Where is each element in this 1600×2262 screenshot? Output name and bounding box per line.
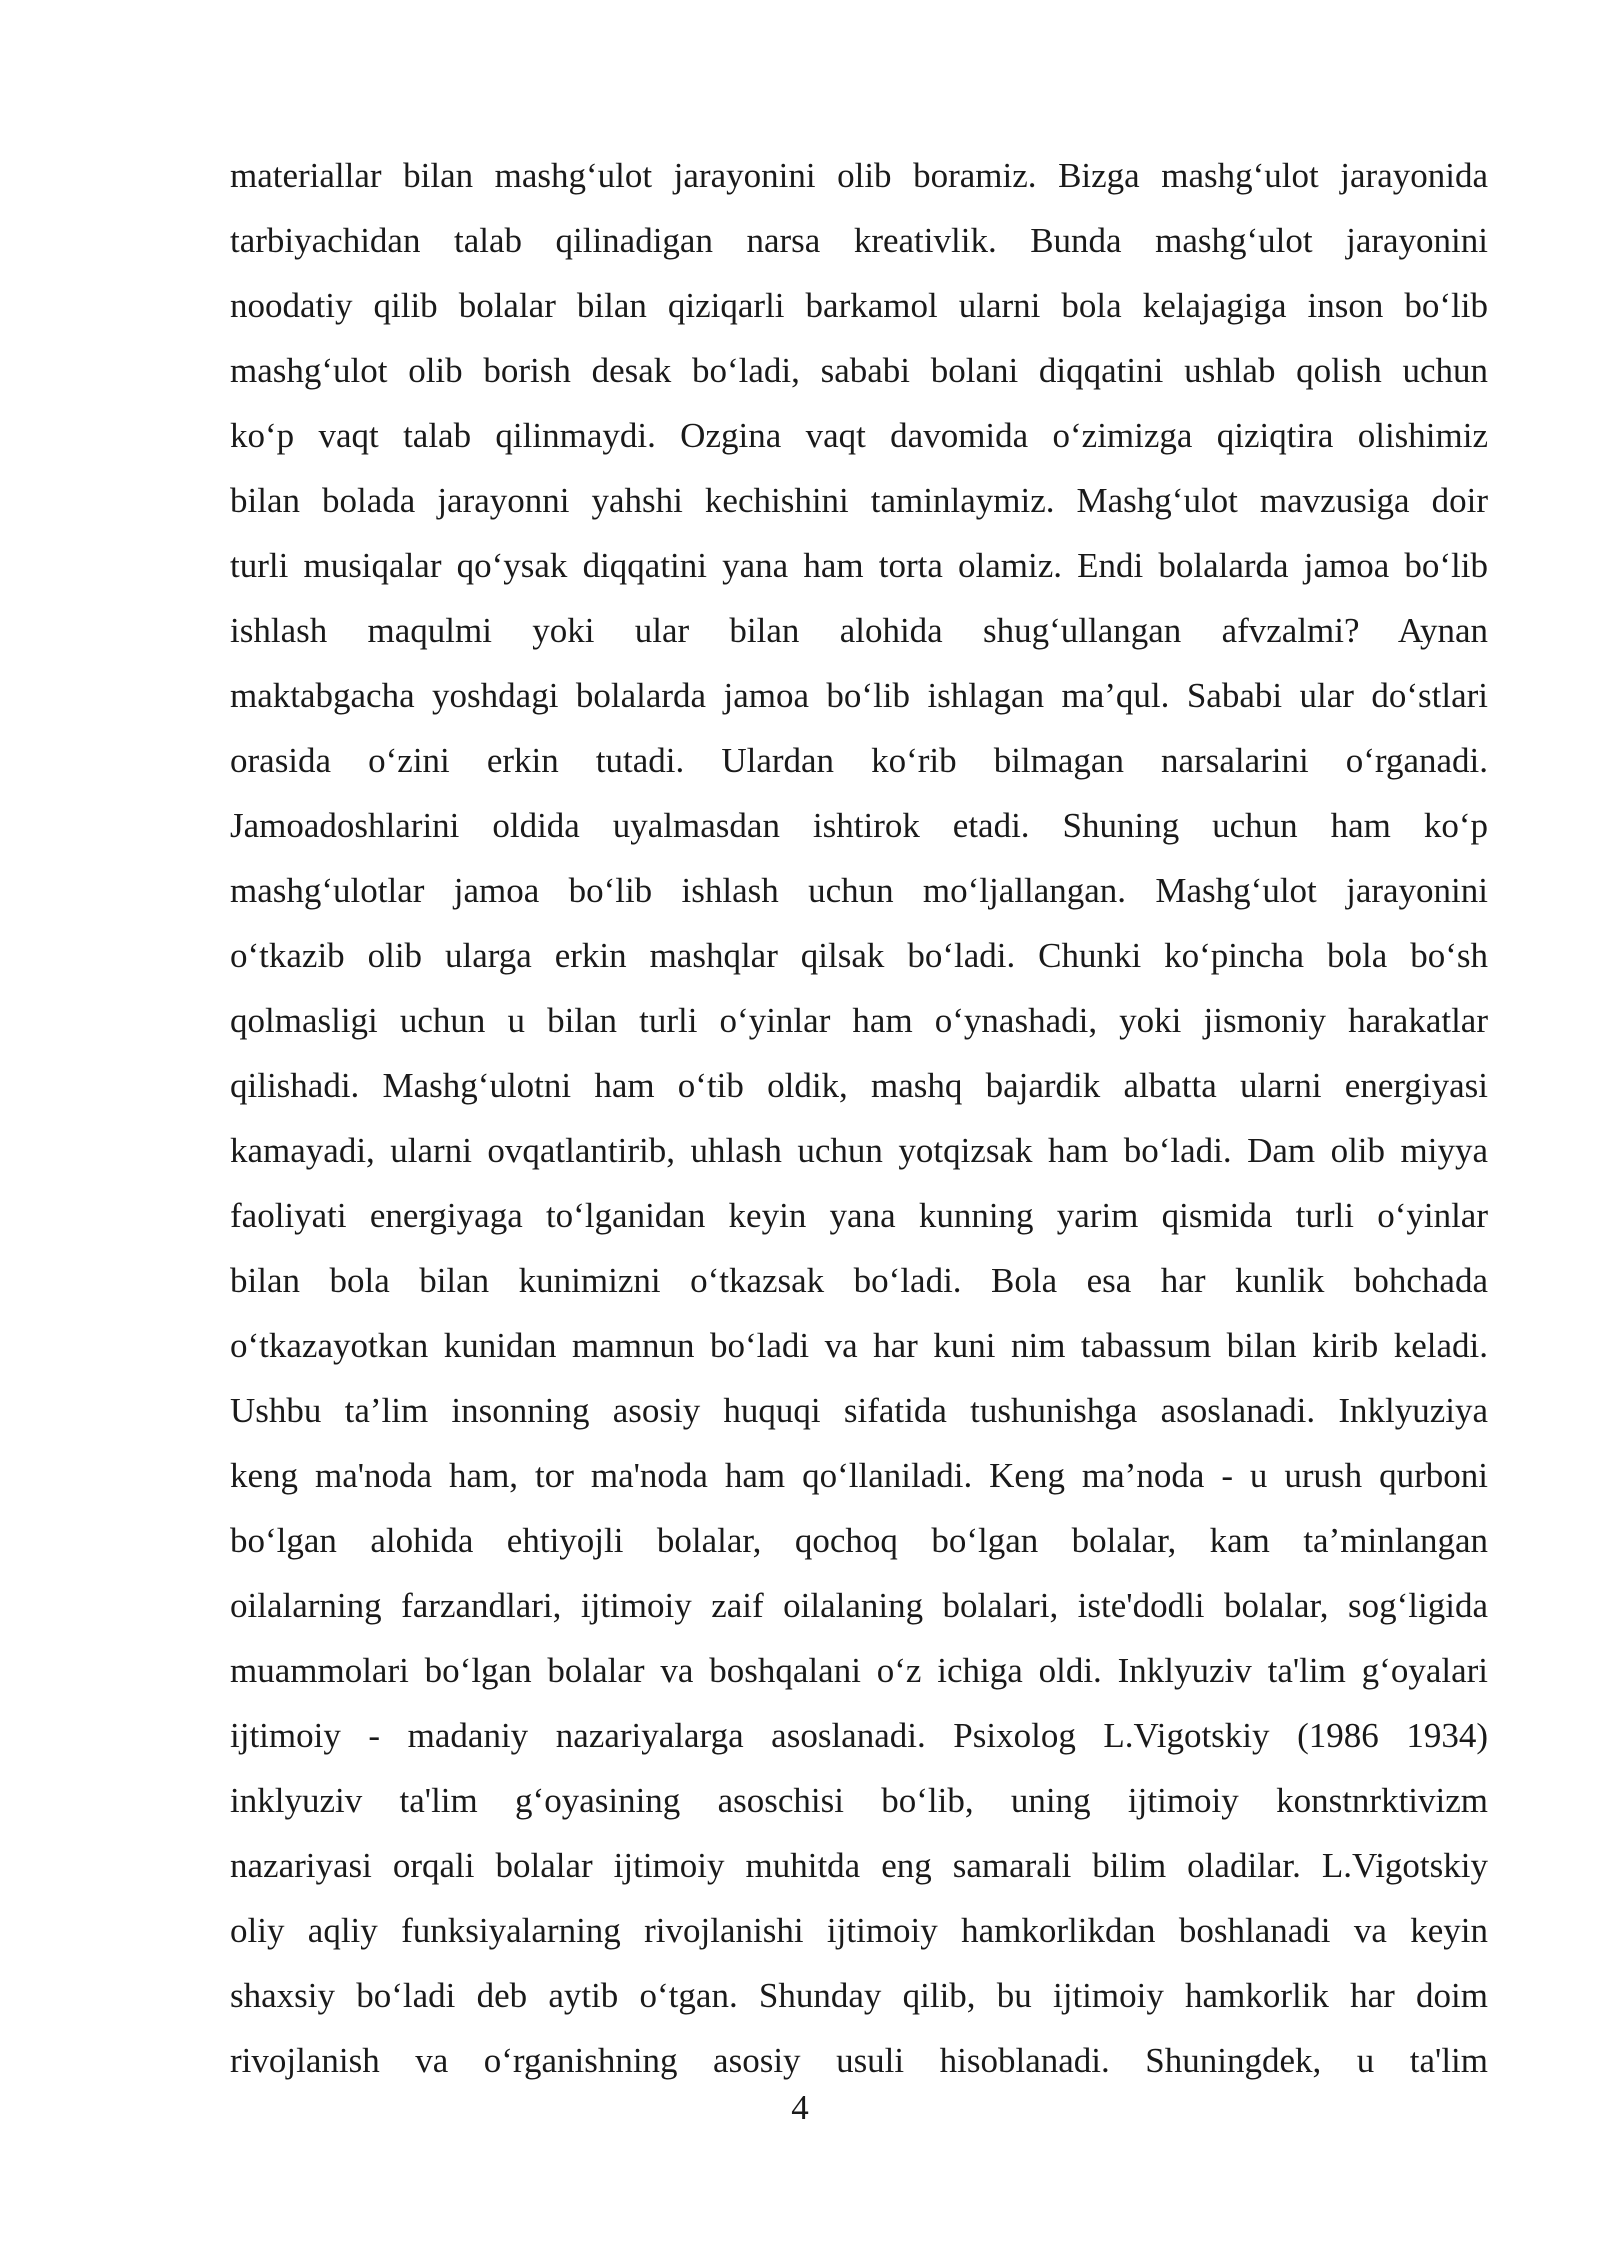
text-line: o‘tkazayotkan kunidan mamnun bo‘ladi va har kuni nim tabassum bilan kirib keladi. (230, 1326, 1488, 1365)
text-line: oliy aqliy funksiyalarning rivojlanishi ijtimoiy hamkorlikdan boshlanadi va keyin (230, 1911, 1488, 1950)
text-line: mashg‘ulot olib borish desak bo‘ladi, sababi bolani diqqatini ushlab qolish uchun (230, 351, 1488, 390)
text-line: ko‘p vaqt talab qilinmaydi. Ozgina vaqt davomida o‘zimizga qiziqtira olishimiz (230, 416, 1488, 455)
text-line: shaxsiy bo‘ladi deb aytib o‘tgan. Shunday qilib, bu ijtimoiy hamkorlik har doim (230, 1976, 1488, 2015)
text-line: keng ma'noda ham, tor ma'noda ham qo‘llaniladi. Keng ma’noda - u urush qurboni (230, 1456, 1488, 1495)
text-line: inklyuziv ta'lim g‘oyasining asoschisi bo‘lib, uning ijtimoiy konstnrktivizm (230, 1781, 1488, 1820)
text-line: qilishadi. Mashg‘ulotni ham o‘tib oldik, mashq bajardik albatta ularni energiyasi (230, 1066, 1488, 1105)
text-line: materiallar bilan mashg‘ulot jarayonini olib boramiz. Bizga mashg‘ulot jarayonida (230, 156, 1488, 195)
text-line: bilan bola bilan kunimizni o‘tkazsak bo‘ladi. Bola esa har kunlik bohchada (230, 1261, 1488, 1300)
text-line: turli musiqalar qo‘ysak diqqatini yana ham torta olamiz. Endi bolalarda jamoa bo‘lib (230, 546, 1488, 585)
text-line: Ushbu ta’lim insonning asosiy huquqi sifatida tushunishga asoslanadi. Inklyuziya (230, 1391, 1488, 1430)
page-number: 4 (791, 2088, 809, 2127)
text-line: faoliyati energiyaga to‘lganidan keyin yana kunning yarim qismida turli o‘yinlar (230, 1196, 1488, 1235)
body-paragraph (230, 143, 1488, 2093)
text-line: qolmasligi uchun u bilan turli o‘yinlar ham o‘ynashadi, yoki jismoniy harakatlar (230, 1001, 1488, 1040)
text-line: ijtimoiy - madaniy nazariyalarga asoslanadi. Psixolog L.Vigotskiy (1986 1934) (230, 1716, 1488, 1755)
text-line: Jamoadoshlarini oldida uyalmasdan ishtirok etadi. Shuning uchun ham ko‘p (230, 806, 1488, 845)
text-line: ishlash maqulmi yoki ular bilan alohida shug‘ullangan afvzalmi? Aynan (230, 611, 1488, 650)
text-line: muammolari bo‘lgan bolalar va boshqalani o‘z ichiga oldi. Inklyuziv ta'lim g‘oyalari (230, 1651, 1488, 1690)
text-line: mashg‘ulotlar jamoa bo‘lib ishlash uchun mo‘ljallangan. Mashg‘ulot jarayonini (230, 871, 1488, 910)
text-line: noodatiy qilib bolalar bilan qiziqarli barkamol ularni bola kelajagiga inson bo‘lib (230, 286, 1488, 325)
text-line: o‘tkazib olib ularga erkin mashqlar qilsak bo‘ladi. Chunki ko‘pincha bola bo‘sh (230, 936, 1488, 975)
text-line: rivojlanish va o‘rganishning asosiy usuli hisoblanadi. Shuningdek, u ta'lim (230, 2041, 1488, 2080)
text-line: bo‘lgan alohida ehtiyojli bolalar, qochoq bo‘lgan bolalar, kam ta’minlangan (230, 1521, 1488, 1560)
text-line: kamayadi, ularni ovqatlantirib, uhlash uchun yotqizsak ham bo‘ladi. Dam olib miyya (230, 1131, 1488, 1170)
text-line: tarbiyachidan talab qilinadigan narsa kreativlik. Bunda mashg‘ulot jarayonini (230, 221, 1488, 260)
text-line: maktabgacha yoshdagi bolalarda jamoa bo‘lib ishlagan ma’qul. Sababi ular do‘stlari (230, 676, 1488, 715)
text-line: nazariyasi orqali bolalar ijtimoiy muhitda eng samarali bilim oladilar. L.Vigotskiy (230, 1846, 1488, 1885)
text-line: oilalarning farzandlari, ijtimoiy zaif oilalaning bolalari, iste'dodli bolalar, sog‘ligida (230, 1586, 1488, 1625)
text-line: bilan bolada jarayonni yahshi kechishini taminlaymiz. Mashg‘ulot mavzusiga doir (230, 481, 1488, 520)
text-line: orasida o‘zini erkin tutadi. Ulardan ko‘rib bilmagan narsalarini o‘rganadi. (230, 741, 1488, 780)
